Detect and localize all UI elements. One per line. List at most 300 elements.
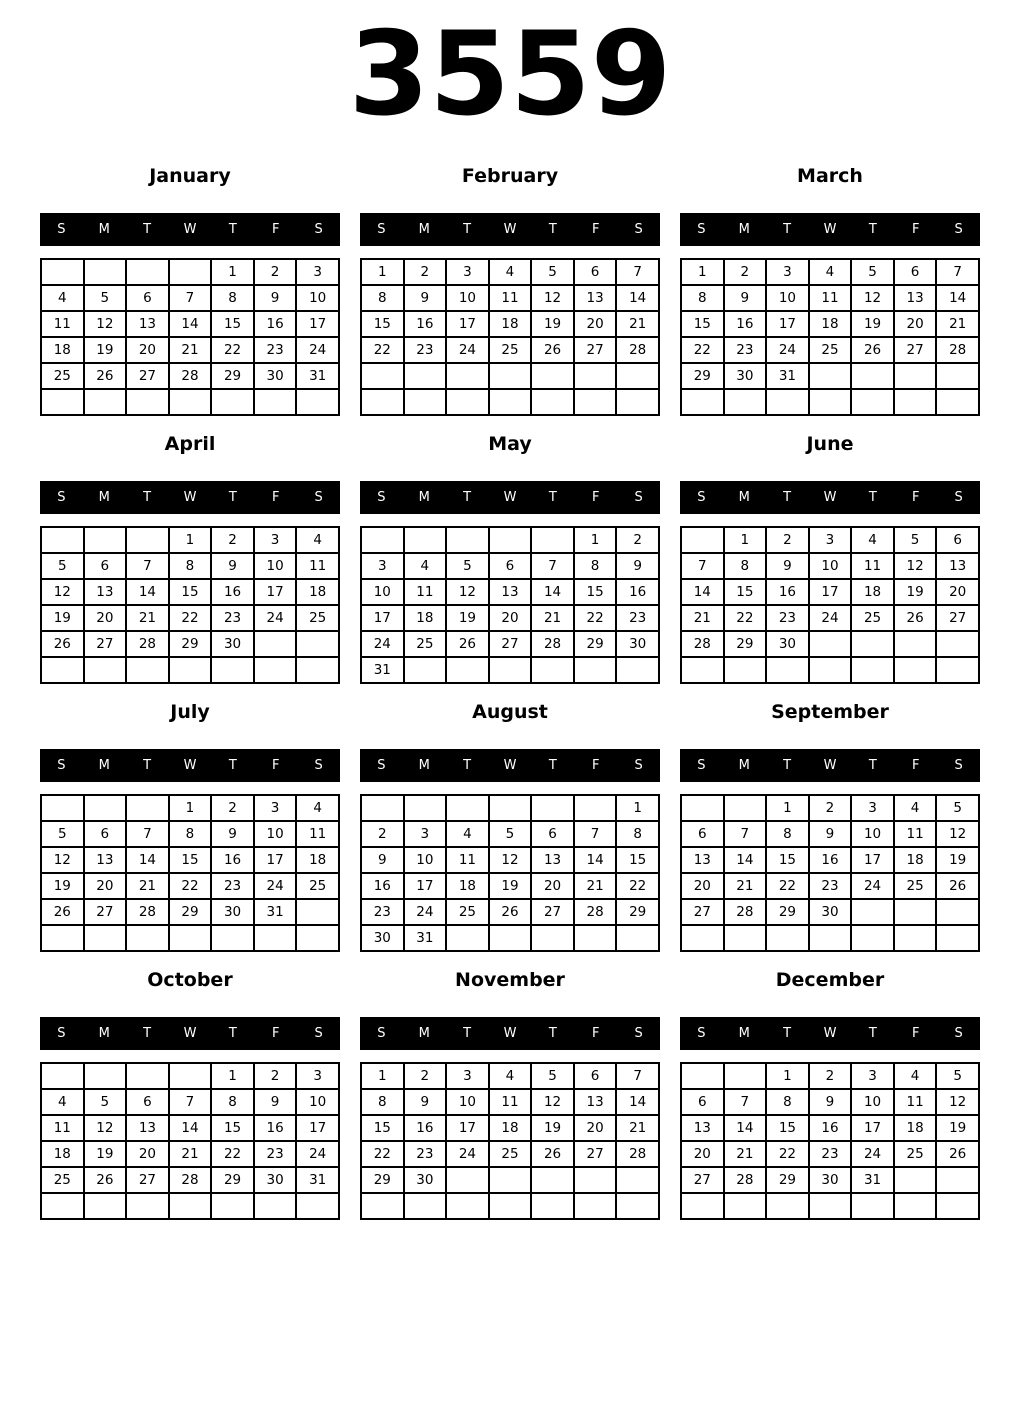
weekday-label: S bbox=[377, 1026, 386, 1041]
empty-day-cell bbox=[489, 795, 532, 821]
empty-day-cell bbox=[766, 1193, 809, 1219]
day-cell: 20 bbox=[84, 605, 127, 631]
day-cell: 10 bbox=[296, 1089, 339, 1115]
day-cell: 4 bbox=[489, 259, 532, 285]
weekday-label: F bbox=[271, 758, 280, 773]
week-row bbox=[681, 553, 979, 579]
day-cell: 22 bbox=[361, 337, 404, 363]
day-cell: 18 bbox=[41, 337, 84, 363]
empty-day-cell bbox=[404, 1193, 447, 1219]
day-cell: 11 bbox=[41, 1115, 84, 1141]
day-cell: 30 bbox=[254, 1167, 297, 1193]
month-block-may bbox=[360, 433, 660, 684]
day-cell: 14 bbox=[724, 847, 767, 873]
week-row bbox=[361, 821, 659, 847]
day-cell: 9 bbox=[404, 1089, 447, 1115]
day-cell: 6 bbox=[936, 527, 979, 553]
day-cell: 14 bbox=[574, 847, 617, 873]
empty-day-cell bbox=[894, 899, 937, 925]
day-cell: 27 bbox=[681, 899, 724, 925]
week-row bbox=[361, 1141, 659, 1167]
day-cell: 18 bbox=[404, 605, 447, 631]
month-title: August bbox=[472, 701, 548, 723]
empty-day-cell bbox=[361, 1193, 404, 1219]
day-cell: 21 bbox=[681, 605, 724, 631]
day-cell: 26 bbox=[84, 363, 127, 389]
day-cell: 8 bbox=[361, 285, 404, 311]
day-cell: 11 bbox=[809, 285, 852, 311]
day-cell: 22 bbox=[681, 337, 724, 363]
day-cell: 25 bbox=[489, 1141, 532, 1167]
weekday-label: M bbox=[98, 222, 110, 237]
weekday-label: W bbox=[823, 490, 837, 505]
week-row bbox=[681, 363, 979, 389]
day-cell: 26 bbox=[41, 631, 84, 657]
weekday-label: F bbox=[271, 1026, 280, 1041]
day-cell: 14 bbox=[126, 579, 169, 605]
week-row bbox=[681, 1115, 979, 1141]
empty-day-cell bbox=[681, 389, 724, 415]
day-cell: 12 bbox=[41, 847, 84, 873]
day-cell: 4 bbox=[809, 259, 852, 285]
day-cell: 15 bbox=[361, 311, 404, 337]
day-cell: 30 bbox=[809, 899, 852, 925]
empty-day-cell bbox=[446, 657, 489, 683]
weekday-label: S bbox=[634, 222, 643, 237]
day-cell: 27 bbox=[894, 337, 937, 363]
day-cell: 18 bbox=[41, 1141, 84, 1167]
day-cell: 11 bbox=[296, 553, 339, 579]
day-cell: 30 bbox=[809, 1167, 852, 1193]
day-cell: 1 bbox=[169, 527, 212, 553]
empty-day-cell bbox=[724, 925, 767, 951]
week-row bbox=[41, 1115, 339, 1141]
day-cell: 19 bbox=[851, 311, 894, 337]
day-cell: 8 bbox=[681, 285, 724, 311]
empty-day-cell bbox=[296, 925, 339, 951]
empty-day-cell bbox=[851, 631, 894, 657]
day-cell: 20 bbox=[574, 1115, 617, 1141]
day-cell: 1 bbox=[681, 259, 724, 285]
week-row bbox=[361, 337, 659, 363]
day-cell: 23 bbox=[254, 1141, 297, 1167]
day-cell: 6 bbox=[681, 821, 724, 847]
day-cell: 5 bbox=[41, 553, 84, 579]
day-cell: 8 bbox=[766, 821, 809, 847]
empty-day-cell bbox=[446, 363, 489, 389]
month-title: October bbox=[147, 969, 233, 991]
day-cell: 16 bbox=[254, 311, 297, 337]
day-cell: 10 bbox=[446, 285, 489, 311]
day-cell: 22 bbox=[169, 873, 212, 899]
empty-day-cell bbox=[531, 925, 574, 951]
day-cell: 14 bbox=[936, 285, 979, 311]
empty-day-cell bbox=[894, 363, 937, 389]
empty-day-cell bbox=[41, 1063, 84, 1089]
empty-day-cell bbox=[446, 795, 489, 821]
day-cell: 16 bbox=[404, 1115, 447, 1141]
empty-day-cell bbox=[724, 657, 767, 683]
day-cell: 17 bbox=[766, 311, 809, 337]
day-cell: 28 bbox=[574, 899, 617, 925]
day-cell: 22 bbox=[211, 337, 254, 363]
empty-day-cell bbox=[211, 657, 254, 683]
empty-day-cell bbox=[681, 925, 724, 951]
day-cell: 4 bbox=[296, 527, 339, 553]
empty-day-cell bbox=[574, 657, 617, 683]
day-cell: 23 bbox=[254, 337, 297, 363]
empty-day-cell bbox=[574, 1167, 617, 1193]
weekday-label: S bbox=[57, 490, 66, 505]
empty-day-cell bbox=[894, 925, 937, 951]
week-row bbox=[361, 657, 659, 683]
day-cell: 19 bbox=[84, 1141, 127, 1167]
day-cell: 27 bbox=[126, 363, 169, 389]
weekday-label: F bbox=[271, 222, 280, 237]
empty-day-cell bbox=[851, 363, 894, 389]
day-cell: 28 bbox=[126, 631, 169, 657]
empty-day-cell bbox=[211, 1193, 254, 1219]
empty-day-cell bbox=[809, 925, 852, 951]
day-cell: 18 bbox=[809, 311, 852, 337]
month-block-november bbox=[360, 969, 660, 1220]
day-cell: 7 bbox=[936, 259, 979, 285]
week-row bbox=[681, 1167, 979, 1193]
empty-day-cell bbox=[574, 1193, 617, 1219]
weekday-label: F bbox=[591, 490, 600, 505]
day-cell: 8 bbox=[361, 1089, 404, 1115]
empty-day-cell bbox=[489, 527, 532, 553]
empty-day-cell bbox=[254, 631, 297, 657]
day-cell: 13 bbox=[126, 1115, 169, 1141]
empty-day-cell bbox=[41, 1193, 84, 1219]
day-cell: 23 bbox=[809, 1141, 852, 1167]
day-cell: 7 bbox=[169, 1089, 212, 1115]
weekday-label: T bbox=[783, 1026, 792, 1041]
day-cell: 31 bbox=[296, 363, 339, 389]
day-cell: 20 bbox=[489, 605, 532, 631]
empty-day-cell bbox=[936, 1167, 979, 1193]
day-cell: 3 bbox=[766, 259, 809, 285]
week-row bbox=[681, 579, 979, 605]
week-row bbox=[361, 1167, 659, 1193]
empty-day-cell bbox=[211, 389, 254, 415]
day-cell: 2 bbox=[724, 259, 767, 285]
day-cell: 31 bbox=[404, 925, 447, 951]
week-row bbox=[41, 631, 339, 657]
day-cell: 8 bbox=[574, 553, 617, 579]
day-cell: 19 bbox=[489, 873, 532, 899]
day-cell: 8 bbox=[724, 553, 767, 579]
day-cell: 16 bbox=[809, 1115, 852, 1141]
weekday-label: W bbox=[183, 1026, 197, 1041]
weekday-label: W bbox=[823, 222, 837, 237]
day-cell: 20 bbox=[84, 873, 127, 899]
day-cell: 27 bbox=[574, 337, 617, 363]
day-grid bbox=[360, 258, 660, 416]
weekday-label: F bbox=[591, 1026, 600, 1041]
empty-day-cell bbox=[404, 389, 447, 415]
day-cell: 20 bbox=[681, 1141, 724, 1167]
week-row bbox=[41, 1089, 339, 1115]
weekday-label: T bbox=[548, 758, 557, 773]
empty-day-cell bbox=[489, 657, 532, 683]
weekday-label: T bbox=[228, 758, 237, 773]
weekday-header-bar bbox=[680, 481, 980, 514]
month-title: April bbox=[164, 433, 216, 455]
day-cell: 28 bbox=[616, 1141, 659, 1167]
day-cell: 17 bbox=[361, 605, 404, 631]
week-row bbox=[41, 311, 339, 337]
day-cell: 18 bbox=[489, 1115, 532, 1141]
empty-day-cell bbox=[169, 657, 212, 683]
day-cell: 30 bbox=[404, 1167, 447, 1193]
day-cell: 11 bbox=[296, 821, 339, 847]
week-row bbox=[41, 1167, 339, 1193]
empty-day-cell bbox=[936, 657, 979, 683]
month-title: March bbox=[797, 165, 863, 187]
day-cell: 29 bbox=[766, 899, 809, 925]
day-cell: 22 bbox=[724, 605, 767, 631]
month-block-january bbox=[40, 165, 340, 416]
day-cell: 4 bbox=[446, 821, 489, 847]
day-cell: 25 bbox=[894, 873, 937, 899]
day-cell: 27 bbox=[936, 605, 979, 631]
day-cell: 17 bbox=[851, 847, 894, 873]
empty-day-cell bbox=[851, 1193, 894, 1219]
empty-day-cell bbox=[766, 925, 809, 951]
day-cell: 10 bbox=[851, 1089, 894, 1115]
week-row bbox=[681, 899, 979, 925]
empty-day-cell bbox=[616, 389, 659, 415]
week-row bbox=[681, 337, 979, 363]
weekday-label: F bbox=[591, 758, 600, 773]
day-cell: 19 bbox=[894, 579, 937, 605]
day-cell: 2 bbox=[254, 1063, 297, 1089]
month-title: January bbox=[149, 165, 231, 187]
day-cell: 26 bbox=[851, 337, 894, 363]
day-cell: 21 bbox=[574, 873, 617, 899]
day-cell: 6 bbox=[84, 553, 127, 579]
weekday-header-bar bbox=[360, 213, 660, 246]
day-cell: 9 bbox=[211, 553, 254, 579]
weekday-label: M bbox=[738, 222, 750, 237]
weekday-label: S bbox=[377, 490, 386, 505]
day-cell: 14 bbox=[681, 579, 724, 605]
empty-day-cell bbox=[126, 527, 169, 553]
day-cell: 31 bbox=[254, 899, 297, 925]
day-cell: 19 bbox=[446, 605, 489, 631]
day-cell: 21 bbox=[126, 605, 169, 631]
empty-day-cell bbox=[681, 1063, 724, 1089]
day-cell: 4 bbox=[41, 1089, 84, 1115]
weekday-label: M bbox=[98, 758, 110, 773]
day-cell: 7 bbox=[681, 553, 724, 579]
day-cell: 9 bbox=[616, 553, 659, 579]
weekday-label: M bbox=[738, 758, 750, 773]
weekday-label: W bbox=[823, 758, 837, 773]
day-cell: 18 bbox=[894, 1115, 937, 1141]
week-row bbox=[41, 363, 339, 389]
day-cell: 9 bbox=[766, 553, 809, 579]
day-cell: 24 bbox=[361, 631, 404, 657]
day-cell: 15 bbox=[574, 579, 617, 605]
day-cell: 2 bbox=[616, 527, 659, 553]
day-cell: 29 bbox=[616, 899, 659, 925]
day-cell: 27 bbox=[531, 899, 574, 925]
day-cell: 12 bbox=[531, 1089, 574, 1115]
empty-day-cell bbox=[126, 657, 169, 683]
day-cell: 17 bbox=[296, 1115, 339, 1141]
day-grid bbox=[680, 1062, 980, 1220]
empty-day-cell bbox=[296, 657, 339, 683]
empty-day-cell bbox=[574, 363, 617, 389]
day-cell: 13 bbox=[84, 847, 127, 873]
day-cell: 10 bbox=[361, 579, 404, 605]
day-cell: 13 bbox=[84, 579, 127, 605]
day-cell: 31 bbox=[296, 1167, 339, 1193]
empty-day-cell bbox=[446, 925, 489, 951]
week-row bbox=[681, 605, 979, 631]
day-cell: 13 bbox=[574, 1089, 617, 1115]
week-row bbox=[681, 631, 979, 657]
empty-day-cell bbox=[809, 389, 852, 415]
day-cell: 19 bbox=[936, 1115, 979, 1141]
day-cell: 28 bbox=[681, 631, 724, 657]
weekday-label: F bbox=[911, 758, 920, 773]
day-cell: 13 bbox=[574, 285, 617, 311]
month-title: February bbox=[461, 165, 559, 187]
day-cell: 15 bbox=[766, 847, 809, 873]
day-cell: 7 bbox=[126, 821, 169, 847]
weekday-header-bar bbox=[360, 1017, 660, 1050]
day-cell: 24 bbox=[446, 337, 489, 363]
day-cell: 12 bbox=[446, 579, 489, 605]
empty-day-cell bbox=[531, 657, 574, 683]
day-cell: 21 bbox=[169, 1141, 212, 1167]
week-row bbox=[681, 1089, 979, 1115]
day-cell: 20 bbox=[894, 311, 937, 337]
day-cell: 23 bbox=[404, 337, 447, 363]
empty-day-cell bbox=[41, 259, 84, 285]
day-cell: 16 bbox=[254, 1115, 297, 1141]
day-cell: 8 bbox=[616, 821, 659, 847]
weekday-label: T bbox=[228, 1026, 237, 1041]
day-cell: 29 bbox=[681, 363, 724, 389]
day-cell: 28 bbox=[616, 337, 659, 363]
day-cell: 22 bbox=[361, 1141, 404, 1167]
empty-day-cell bbox=[531, 363, 574, 389]
day-cell: 17 bbox=[404, 873, 447, 899]
week-row bbox=[681, 527, 979, 553]
weekday-label: T bbox=[463, 1026, 472, 1041]
day-cell: 4 bbox=[489, 1063, 532, 1089]
day-cell: 4 bbox=[894, 1063, 937, 1089]
empty-day-cell bbox=[489, 1193, 532, 1219]
day-cell: 11 bbox=[894, 1089, 937, 1115]
day-cell: 12 bbox=[84, 311, 127, 337]
day-cell: 10 bbox=[809, 553, 852, 579]
day-cell: 5 bbox=[84, 1089, 127, 1115]
weekday-label: M bbox=[98, 490, 110, 505]
month-block-july bbox=[40, 701, 340, 952]
day-cell: 3 bbox=[446, 259, 489, 285]
empty-day-cell bbox=[84, 389, 127, 415]
weekday-label: T bbox=[463, 758, 472, 773]
weekday-header-bar bbox=[40, 1017, 340, 1050]
week-row bbox=[361, 363, 659, 389]
day-cell: 28 bbox=[936, 337, 979, 363]
empty-day-cell bbox=[724, 1063, 767, 1089]
day-cell: 2 bbox=[809, 1063, 852, 1089]
week-row bbox=[361, 259, 659, 285]
weekday-label: T bbox=[143, 222, 152, 237]
weekday-label: S bbox=[314, 1026, 323, 1041]
empty-day-cell bbox=[169, 259, 212, 285]
empty-day-cell bbox=[894, 657, 937, 683]
day-cell: 29 bbox=[169, 631, 212, 657]
month-title: September bbox=[771, 701, 889, 723]
day-cell: 2 bbox=[211, 795, 254, 821]
weekday-label: S bbox=[954, 490, 963, 505]
day-cell: 8 bbox=[766, 1089, 809, 1115]
weekday-label: S bbox=[954, 1026, 963, 1041]
day-cell: 27 bbox=[681, 1167, 724, 1193]
day-cell: 4 bbox=[404, 553, 447, 579]
day-cell: 29 bbox=[211, 1167, 254, 1193]
week-row bbox=[361, 553, 659, 579]
week-row bbox=[41, 285, 339, 311]
day-cell: 14 bbox=[616, 1089, 659, 1115]
day-cell: 14 bbox=[724, 1115, 767, 1141]
day-cell: 24 bbox=[851, 873, 894, 899]
weekday-label: F bbox=[591, 222, 600, 237]
weekday-label: W bbox=[183, 222, 197, 237]
day-cell: 14 bbox=[169, 1115, 212, 1141]
week-row bbox=[681, 873, 979, 899]
empty-day-cell bbox=[531, 389, 574, 415]
day-cell: 27 bbox=[126, 1167, 169, 1193]
day-cell: 15 bbox=[616, 847, 659, 873]
empty-day-cell bbox=[681, 795, 724, 821]
empty-day-cell bbox=[404, 363, 447, 389]
month-block-september bbox=[680, 701, 980, 952]
month-block-december bbox=[680, 969, 980, 1220]
day-cell: 17 bbox=[446, 311, 489, 337]
day-cell: 23 bbox=[766, 605, 809, 631]
day-cell: 10 bbox=[254, 553, 297, 579]
weekday-header-bar bbox=[40, 213, 340, 246]
day-cell: 5 bbox=[936, 1063, 979, 1089]
day-cell: 18 bbox=[446, 873, 489, 899]
day-cell: 30 bbox=[211, 899, 254, 925]
empty-day-cell bbox=[84, 527, 127, 553]
day-cell: 16 bbox=[361, 873, 404, 899]
day-cell: 25 bbox=[41, 1167, 84, 1193]
empty-day-cell bbox=[894, 1193, 937, 1219]
day-cell: 9 bbox=[809, 821, 852, 847]
weekday-label: S bbox=[697, 222, 706, 237]
empty-day-cell bbox=[126, 259, 169, 285]
empty-day-cell bbox=[361, 795, 404, 821]
empty-day-cell bbox=[126, 795, 169, 821]
week-row bbox=[361, 1115, 659, 1141]
empty-day-cell bbox=[531, 1167, 574, 1193]
day-cell: 30 bbox=[361, 925, 404, 951]
empty-day-cell bbox=[361, 527, 404, 553]
day-cell: 17 bbox=[446, 1115, 489, 1141]
weekday-label: M bbox=[738, 490, 750, 505]
